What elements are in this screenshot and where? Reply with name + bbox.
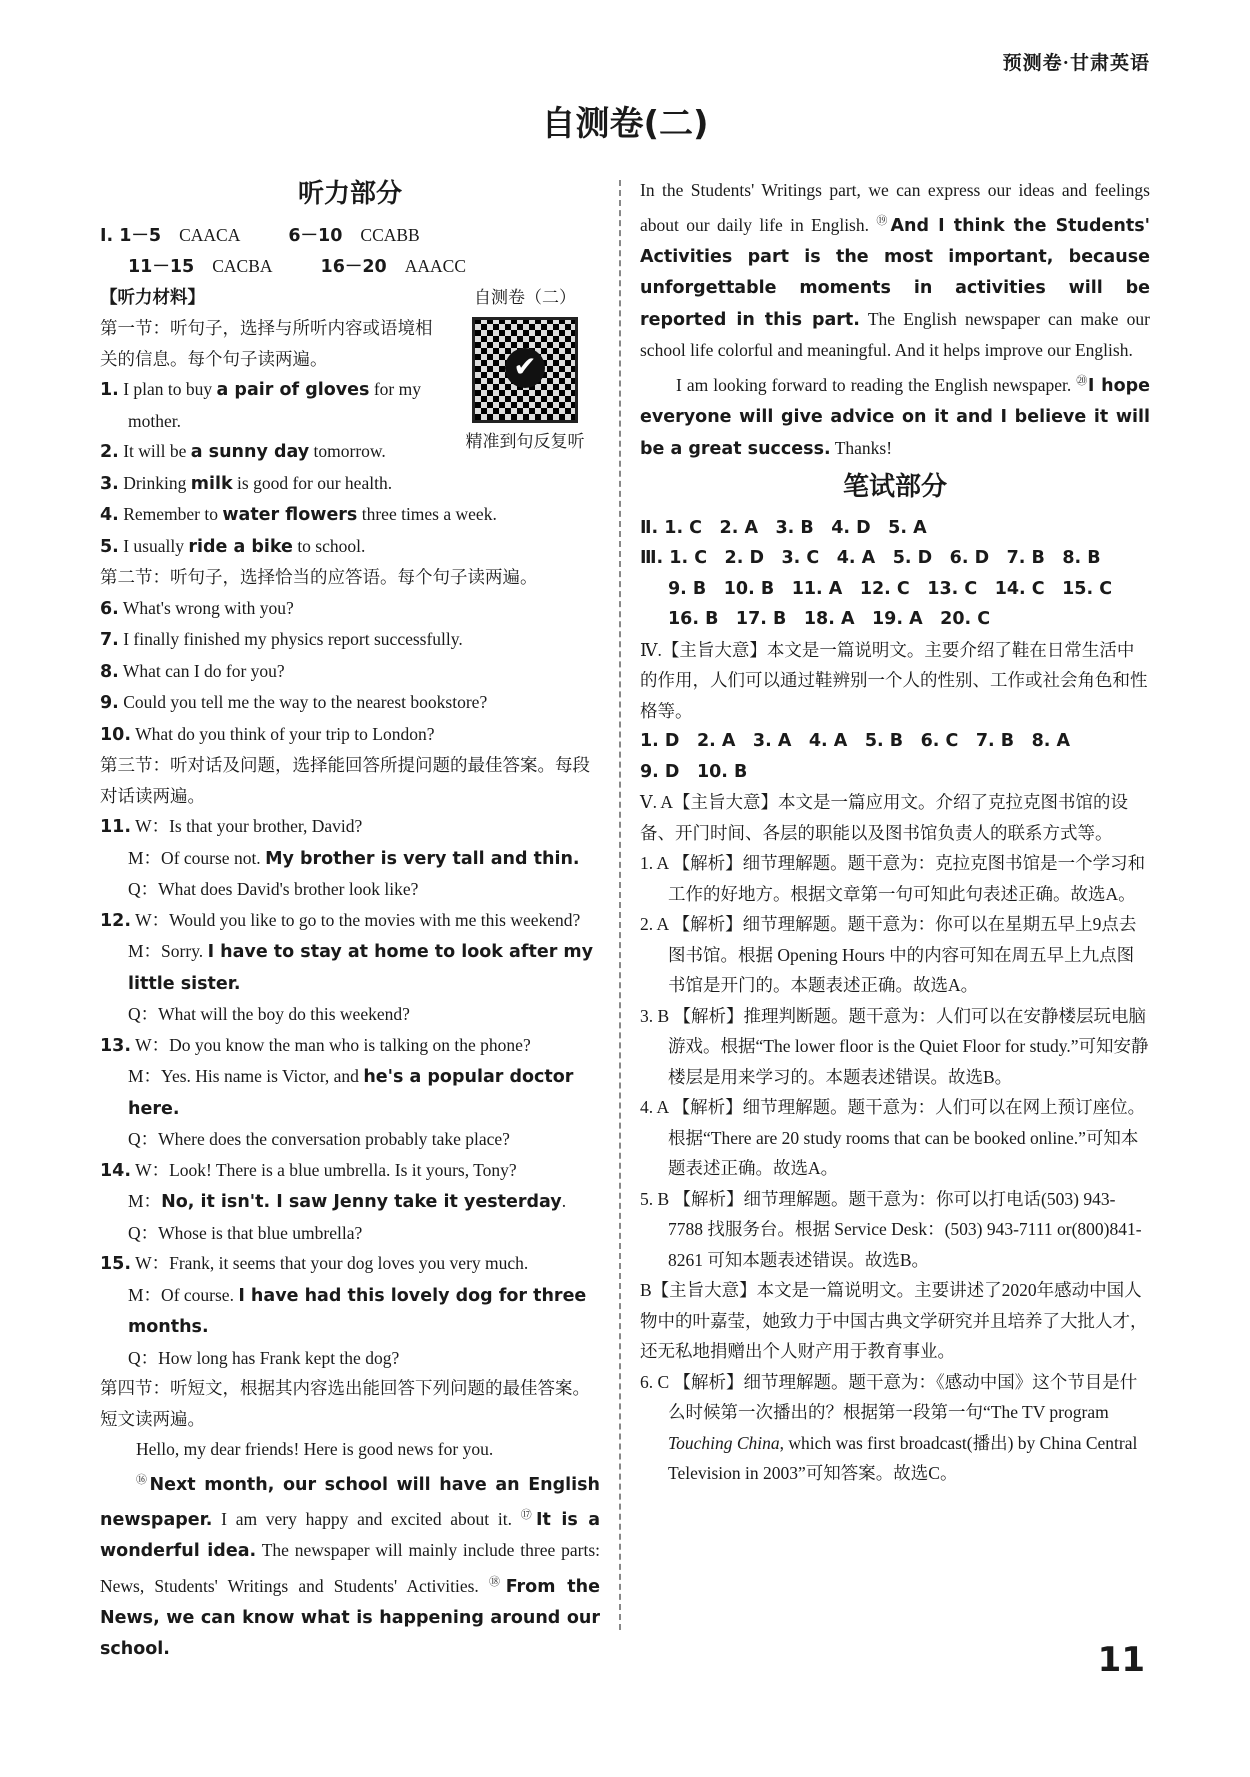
answers-II: Ⅱ. 1. C 2. A 3. B 4. D 5. A bbox=[640, 517, 927, 538]
answers-III-row-2: 9. B 10. B 11. A 12. C 13. C 14. C 15. C bbox=[668, 578, 1113, 599]
answers-III-row-3: 16. B 17. B 18. A 19. A 20. C bbox=[668, 609, 991, 630]
explanation-3: 3. B 【解析】推理判断题。题干意为：人们可以在安静楼层玩电脑游戏。根据“The lower floor is the Quiet Floor for study.”可知安静楼层是用来学习的。本题表述错误。故选B。 bbox=[640, 1005, 1149, 1087]
dialogue-13: 13. W：Do you know the man who is talking on the phone? M：Yes. His name is Victor, and he's a popular doctor here. Q：Where does the conversation probably take place? bbox=[100, 1034, 574, 1149]
explanation-4: 4. A 【解析】细节理解题。题干意为：人们可以在网上预订座位。根据“There are 20 study rooms that can be booked online.”可知本题表述正确。故选A。 bbox=[640, 1097, 1146, 1179]
listening-section-title: 听力部分 bbox=[297, 179, 402, 209]
part2-instruction: 第二节：听句子，选择恰当的应答语。每个句子读两遍。 bbox=[100, 567, 538, 587]
part3-instruction: 第三节：听对话及问题，选择能回答所提问题的最佳答案。每段对话读两遍。 bbox=[100, 755, 590, 806]
column-divider bbox=[619, 180, 621, 1630]
sentence-5: 5. I usually ride a bike to school. bbox=[100, 535, 366, 557]
listening-answers-row-1: Ⅰ. 1－5 CAACA 6－10 CCABB bbox=[100, 224, 420, 246]
answers-IV-row-1: 1. D 2. A 3. A 4. A 5. B 6. C 7. B 8. A bbox=[640, 731, 1071, 752]
dialogue-12: 12. W：Would you like to go to the movies with me this weekend? M：Sorry. I have to stay at home to look after my little sister. Q：What will the boy do this weekend? bbox=[100, 909, 594, 1024]
qr-code[interactable] bbox=[472, 317, 578, 423]
explanation-2: 2. A 【解析】细节理解题。题干意为：你可以在星期五早上9点去图书馆。根据 Opening Hours 中的内容可知在周五早上九点图书馆是开门的。本题表述正确。故选A。 bbox=[640, 914, 1137, 996]
sentence-1: 1. I plan to buy a pair of gloves for my mother. bbox=[100, 379, 421, 431]
part1-instruction: 第一节：听句子，选择与所听内容或语境相关的信息。每个句子读两遍。 bbox=[100, 318, 433, 369]
running-header: 预测卷·甘肃英语 bbox=[1002, 53, 1150, 74]
part4-instruction: 第四节：听短文，根据其内容选出能回答下列问题的最佳答案。短文读两遍。 bbox=[100, 1378, 590, 1429]
sentence-2: 2. It will be a sunny day tomorrow. bbox=[100, 441, 386, 462]
sentence-9: 9. Could you tell me the way to the nearest bookstore? bbox=[100, 692, 488, 713]
iv-summary: Ⅳ.【主旨大意】本文是一篇说明文。主要介绍了鞋在日常生活中的作用，人们可以通过鞋辨别一个人的性别、工作或社会角色和性格等。 bbox=[640, 639, 1148, 721]
answers-IV-row-2: 9. D 10. B bbox=[640, 761, 748, 782]
left-column bbox=[100, 175, 600, 1665]
dialogue-14: 14. W：Look! There is a blue umbrella. Is it yours, Tony? M：No, it isn't. I saw Jenny take it yesterday. Q：Whose is that blue umbrella? bbox=[100, 1159, 567, 1243]
sentence-10: 10. What do you think of your trip to London? bbox=[100, 723, 435, 745]
checkmark-icon: ✔ bbox=[505, 348, 545, 388]
vb-summary: B【主旨大意】本文是一篇说明文。主要讲述了2020年感动中国人物中的叶嘉莹，她致力于中国古典文学研究并且培养了大批人才，还无私地捐赠出个人财产用于教育事业。 bbox=[640, 1280, 1148, 1362]
sentence-7: 7. I finally finished my physics report successfully. bbox=[100, 629, 463, 650]
explanation-6: 6. C 【解析】细节理解题。题干意为：《感动中国》这个节目是什么时候第一次播出的？根据第一段第一句“The TV program Touching China, which was first broadcast(播出) by China Central Television in 2003”可知答案。故选C。 bbox=[640, 1371, 1138, 1484]
answers-III-row-1: Ⅲ. 1. C 2. D 3. C 4. A 5. D 6. D 7. B 8. B bbox=[640, 548, 1101, 569]
dialogue-11: 11. W：Is that your brother, David? M：Of course not. My brother is very tall and thin. Q：What does David's brother look like? bbox=[100, 816, 580, 899]
passage-continuation: In the Students' Writings part, we can express our ideas and feelings about our daily life in English. ⑲And I think the Students' Activities part is the most important, because unforgettable moments in activities will be reported in this part. The English newspaper can make our school life colorful and meaningful. And it helps improve our English. bbox=[640, 180, 1150, 361]
passage-line-1: Hello, my dear friends! Here is good news for you. bbox=[136, 1439, 494, 1459]
sentence-6: 6. What's wrong with you? bbox=[100, 597, 294, 619]
qr-title: 自测卷（二） bbox=[474, 287, 576, 307]
listening-answers-row-2: 11－15 CACBA 16－20 AAACC bbox=[128, 256, 466, 277]
page-title: 自测卷(二) bbox=[541, 104, 709, 144]
material-label: 【听力材料】 bbox=[100, 287, 205, 308]
sentence-8: 8. What can I do for you? bbox=[100, 660, 285, 682]
passage-paragraph-2: ⑯Next month, our school will have an English newspaper. I am very happy and excited about it. ⑰It is a wonderful idea. The newspaper will mainly include three parts: News, Students' Writings and Students' Activities. ⑱From the News, we can know what is happening around our school. bbox=[100, 1473, 601, 1660]
sentence-4: 4. Remember to water flowers three times a week. bbox=[100, 504, 497, 525]
explanation-5: 5. B 【解析】细节理解题。题干意为：你可以打电话(503) 943-7788 找服务台。根据 Service Desk：(503) 943-7111 or(800)841-8261 可知本题表述错误。故选B。 bbox=[640, 1188, 1142, 1270]
writing-section-title: 笔试部分 bbox=[842, 472, 947, 503]
va-summary: Ⅴ. A【主旨大意】本文是一篇应用文。介绍了克拉克图书馆的设备、开门时间、各层的职能以及图书馆负责人的联系方式等。 bbox=[640, 792, 1129, 843]
dialogue-15: 15. W：Frank, it seems that your dog loves you very much. M：Of course. I have had this lovely dog for three months. Q：How long has Frank kept the dog? bbox=[100, 1253, 587, 1368]
sentence-3: 3. Drinking milk is good for our health. bbox=[100, 472, 393, 494]
explanation-1: 1. A 【解析】细节理解题。题干意为：克拉克图书馆是一个学习和工作的好地方。根据文章第一句可知此句表述正确。故选A。 bbox=[640, 853, 1146, 904]
passage-ending: I am looking forward to reading the English newspaper. ⑳I hope everyone will give advice on it and I believe it will be a great success. Thanks! bbox=[640, 374, 1151, 459]
qr-subtitle: 精准到句反复听 bbox=[465, 432, 585, 451]
page-number: 11 bbox=[1097, 1640, 1145, 1680]
right-column bbox=[640, 175, 1150, 1489]
qr-block bbox=[450, 283, 600, 458]
